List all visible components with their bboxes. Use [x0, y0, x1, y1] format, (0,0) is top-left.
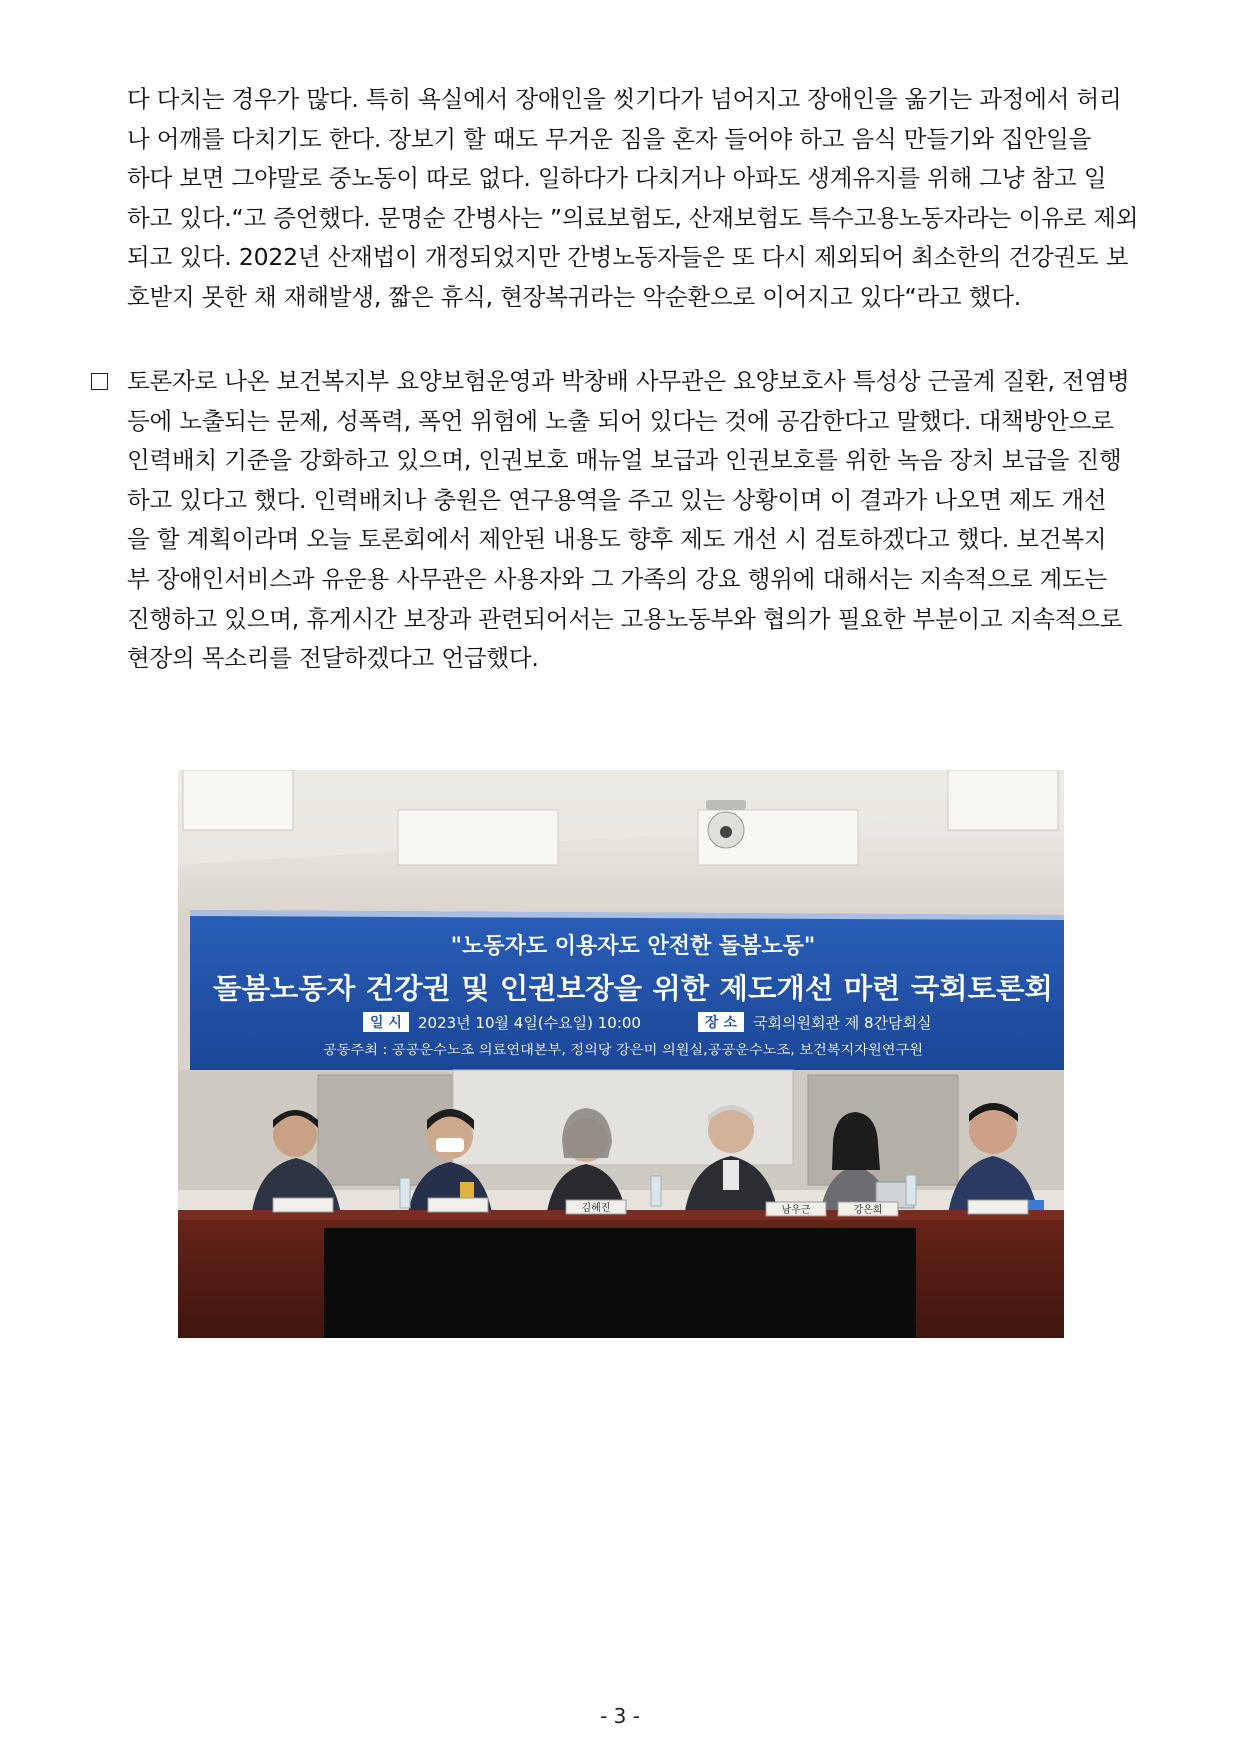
ceiling-light — [948, 770, 1058, 830]
text-line: 다 다치는 경우가 많다. 특히 욕실에서 장애인을 씻기다가 넘어지고 장애인을 옮기는 과정에서 허리 — [127, 85, 1122, 113]
date-tag: 일 시 — [370, 1015, 402, 1031]
nameplate — [968, 1200, 1028, 1214]
date-text: 2023년 10월 4일(수요일) 10:00 — [418, 1014, 641, 1032]
text-line: 현장의 목소리를 전달하겠다고 언급했다. — [127, 644, 539, 673]
page-number: - 3 - — [600, 1704, 640, 1728]
text-line: 토론자로 나온 보건복지부 요양보험운영과 박창배 사무관은 요양보호사 특성상 근골계 질환, 전염병 — [127, 367, 1130, 395]
front-screen — [324, 1228, 916, 1338]
place-tag: 장 소 — [705, 1015, 737, 1031]
ceiling-light — [398, 810, 558, 865]
forum-photo — [178, 770, 1064, 1338]
nameplate — [273, 1198, 333, 1212]
nameplate-label: 강은희 — [853, 1205, 883, 1216]
text-line: 되고 있다. 2022년 산재법이 개정되었지만 간병노동자들은 또 다시 제외되어 최소한의 건강권도 보 — [127, 243, 1129, 272]
text-line: 진행하고 있으며, 휴게시간 보장과 관련되어서는 고용노동부와 협의가 필요한 부분이고 지속적으로 — [127, 604, 1123, 633]
text-line: 등에 노출되는 문제, 성폭력, 폭언 위험에 노출 되어 있다는 것에 공감한다고 말했다. 대책방안으로 — [127, 406, 1114, 435]
place-text: 국회의원회관 제 8간담회실 — [753, 1014, 932, 1032]
text-line: 부 장애인서비스과 유운용 사무관은 사용자와 그 가족의 강요 행위에 대해서는 지속적으로 계도는 — [127, 564, 1108, 593]
paragraph-debate-summary — [127, 362, 1145, 679]
text-line: 하고 있다고 했다. 인력배치나 충원은 연구용역을 주고 있는 상황이며 이 결과가 나오면 제도 개선 — [127, 485, 1107, 514]
nameplate — [428, 1198, 488, 1212]
bullet-square-icon — [91, 373, 108, 390]
hosts-text: 공동주최 : 공공운수노조 의료연대본부, 정의당 강은미 의원실,공공운수노조, 보건복지자원연구원 — [323, 1043, 872, 1058]
text-line: 나 어깨를 다치기도 한다. 장보기 할 때도 무거운 짐을 혼자 들어야 하고 음식 만들기와 집안일을 — [127, 124, 1092, 153]
nameplate-label: 김혜진 — [581, 1203, 611, 1214]
text-line: 을 할 계획이라며 오늘 토론회에서 제안된 내용도 향후 제도 개선 시 검토하겠다고 했다. 보건복지 — [127, 525, 1107, 554]
forum-banner — [190, 910, 1064, 1078]
banner-subtitle: "노동자도 이용자도 안전한 돌봄노동" — [450, 934, 816, 959]
cctv-camera-icon — [706, 800, 746, 848]
text-line: 호받지 못한 채 재해발생, 짧은 휴식, 현장복귀라는 악순환으로 이어지고 있다“라고 했다. — [127, 282, 1022, 311]
text-line: 하고 있다.“고 증언했다. 문명순 간병사는 ”의료보험도, 산재보험도 특수고용노동자라는 이유로 제외 — [127, 203, 1139, 232]
ceiling-light — [183, 770, 293, 830]
forum-photo-scene — [178, 770, 1064, 1338]
banner-title: 돌봄노동자 건강권 및 인권보장을 위한 제도개선 마련 국회토론회 — [213, 972, 1053, 1005]
text-line: 인력배치 기준을 강화하고 있으며, 인권보호 매뉴얼 보급과 인권보호를 위한 녹음 장치 보급을 진행 — [127, 446, 1122, 475]
paragraph-continued — [127, 80, 1145, 318]
nameplate-label: 남우근 — [781, 1205, 811, 1216]
text-line: 하다 보면 그야말로 중노동이 따로 없다. 일하다가 다치거나 아파도 생계유지를 위해 그냥 참고 일 — [127, 164, 1107, 193]
